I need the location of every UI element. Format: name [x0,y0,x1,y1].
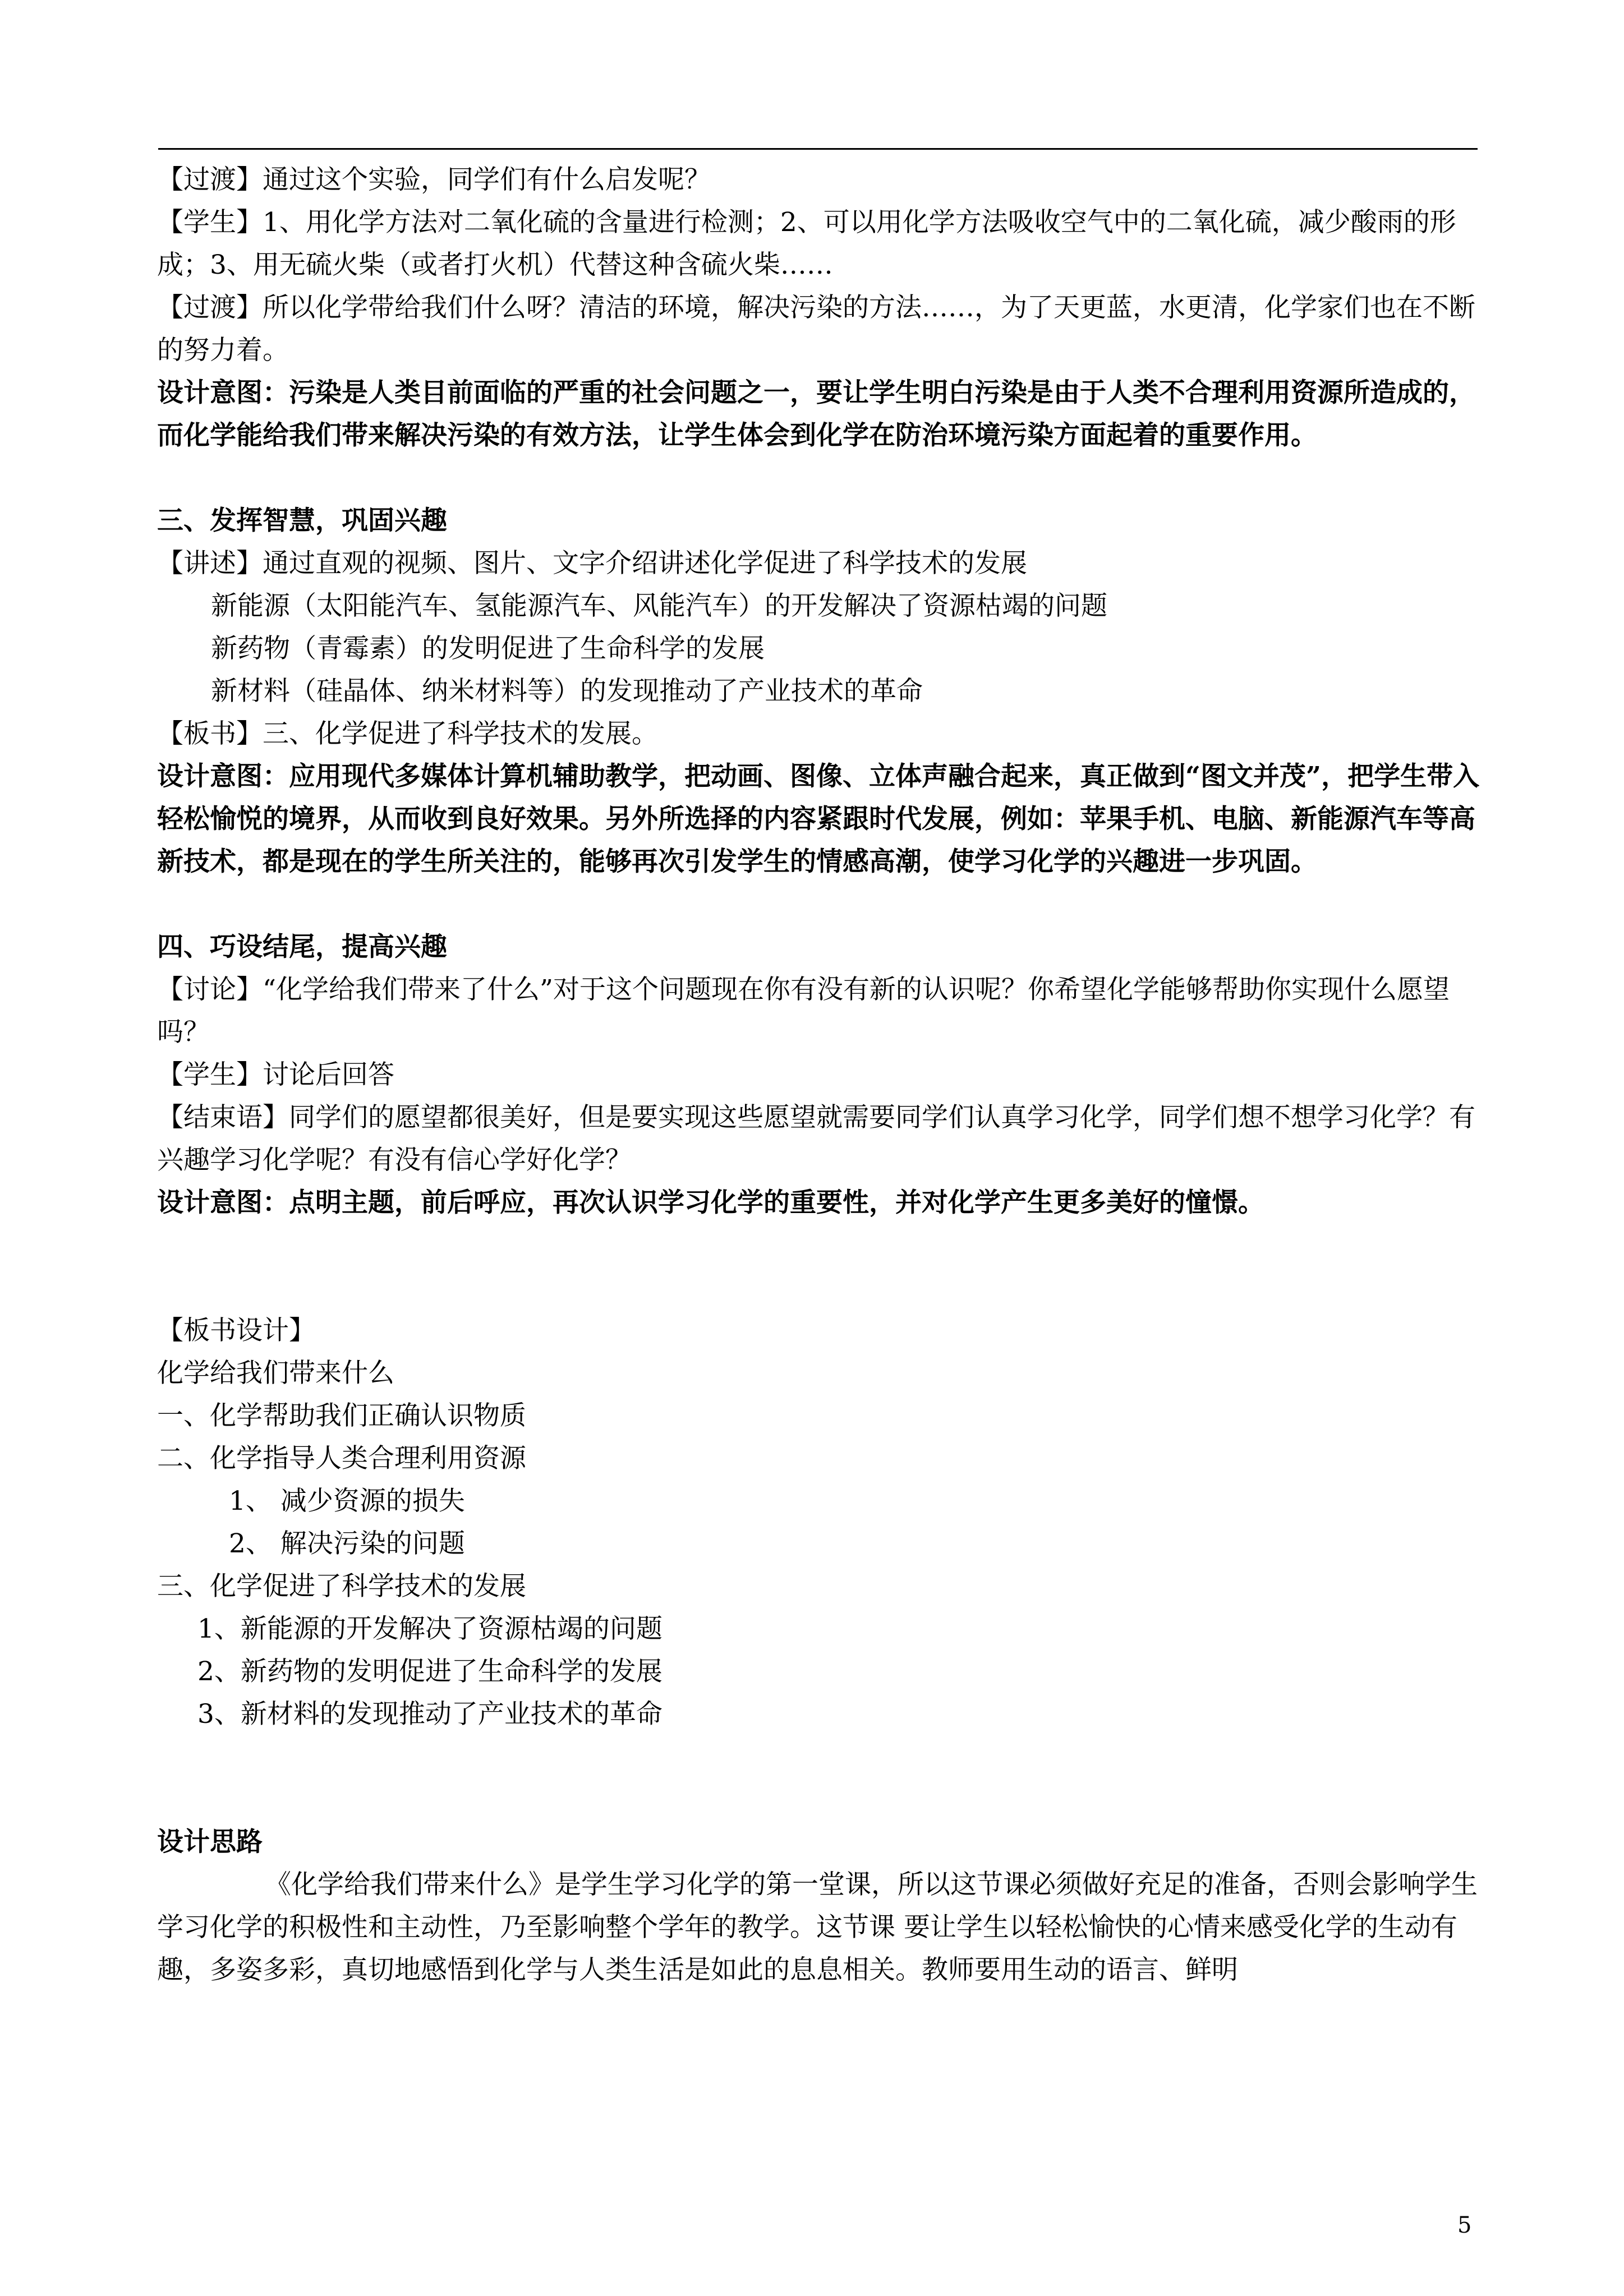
paragraph-text: 讨论后回答 [263,1059,394,1090]
paragraph-text: 所以化学带给我们什么呀？清洁的环境，解决污染的方法……，为了天更蓝，水更清，化学家们也在不断的努力着。 [157,292,1475,366]
paragraph-text: “化学给我们带来了什么”对于这个问题现在你有没有新的认识呢？你希望化学能够帮助你实现什么愿望吗？ [157,974,1450,1048]
board-sub-item: 3、新材料的发现推动了产业技术的革命 [197,1699,663,1730]
section-tag: 【过渡】 [157,292,263,323]
transition-paragraph [157,287,1484,372]
design-intent-paragraph: 设计意图：应用现代多媒体计算机辅助教学，把动画、图像、立体声融合起来，真正做到“图文并茂”，把学生带入轻松愉悦的境界，从而收到良好效果。另外所选择的内容紧跟时代发展，例如：苹果手机、电脑、新能源汽车等高新技术，都是现在的学生所关注的，能够再次引发学生的情感高潮，使学习化学的兴趣进一步巩固。 [157,761,1480,877]
list-item: 新药物（青霉素）的发明促进了生命科学的发展 [211,633,765,664]
paragraph-text: 同学们的愿望都很美好，但是要实现这些愿望就需要同学们认真学习化学，同学们想不想学习化学？有兴趣学习化学呢？有没有信心学好化学？ [157,1102,1475,1175]
paragraph-text: 三、化学促进了科学技术的发展。 [263,718,658,749]
section-tag: 【学生】 [157,207,263,238]
section-tag: 【讲述】 [157,548,263,579]
board-sub-item: 1、 减少资源的损失 [229,1486,465,1516]
list-item: 新材料（硅晶体、纳米材料等）的发现推动了产业技术的革命 [211,676,923,707]
board-line: 一、化学帮助我们正确认识物质 [157,1400,526,1431]
spacer [157,883,1484,926]
section-heading: 三、发挥智慧，巩固兴趣 [157,505,447,536]
section-tag: 【结束语】 [157,1102,289,1133]
section-tag: 【学生】 [157,1059,263,1090]
ending-paragraph [157,1096,1484,1182]
transition-paragraph [157,159,1484,201]
board-sub-item: 2、新药物的发明促进了生命科学的发展 [197,1656,663,1687]
section-tag: 【过渡】 [157,164,263,195]
section-tag: 【讨论】 [157,974,263,1005]
board-paragraph [157,713,1484,755]
board-design-title: 【板书设计】 [157,1315,315,1346]
design-idea-title: 设计思路 [157,1827,263,1857]
board-sub-item: 2、 解决污染的问题 [229,1528,465,1559]
design-intent-paragraph: 设计意图：点明主题，前后呼应，再次认识学习化学的重要性，并对化学产生更多美好的憧憬。 [157,1187,1264,1218]
student-paragraph [157,201,1484,287]
page-content [157,159,1484,1991]
paragraph-text: 1、用化学方法对二氧化硫的含量进行检测；2、可以用化学方法吸收空气中的二氧化硫，减少酸雨的形成；3、用无硫火柴（或者打火机）代替这种含硫火柴…… [157,207,1456,280]
page-number: 5 [1457,2212,1472,2238]
spacer [157,1736,1484,1821]
design-intent-paragraph: 设计意图：污染是人类目前面临的严重的社会问题之一，要让学生明白污染是由于人类不合理利用资源所造成的，而化学能给我们带来解决污染的有效方法，让学生体会到化学在防治环境污染方面起着的重要作用。 [157,377,1475,451]
board-design-subject: 化学给我们带来什么 [157,1358,394,1389]
board-line: 三、化学促进了科学技术的发展 [157,1571,526,1602]
board-sub-item: 1、新能源的开发解决了资源枯竭的问题 [197,1613,663,1644]
discuss-paragraph [157,969,1484,1054]
section-tag: 【板书】 [157,718,263,749]
section-heading: 四、巧设结尾，提高兴趣 [157,932,447,962]
narrate-paragraph [157,542,1484,585]
spacer [157,1224,1484,1310]
list-item: 新能源（太阳能汽车、氢能源汽车、风能汽车）的开发解决了资源枯竭的问题 [211,591,1107,621]
paragraph-text: 通过这个实验，同学们有什么启发呢？ [263,164,711,195]
board-line: 二、化学指导人类合理利用资源 [157,1443,526,1474]
design-idea-paragraph: 《化学给我们带来什么》是学生学习化学的第一堂课，所以这节课必须做好充足的准备，否则会影响学生学习化学的积极性和主动性，乃至影响整个学年的教学。这节课 要让学生以轻松愉快的心情来感受化学的生动有趣，多姿多彩，真切地感悟到化学与人类生活是如此的息息相关。教师要用生动的语言、鲜明 [157,1869,1478,1985]
paragraph-text: 通过直观的视频、图片、文字介绍讲述化学促进了科学技术的发展 [263,548,1027,579]
header-rule [158,148,1478,150]
spacer [157,457,1484,500]
student-paragraph [157,1054,1484,1096]
